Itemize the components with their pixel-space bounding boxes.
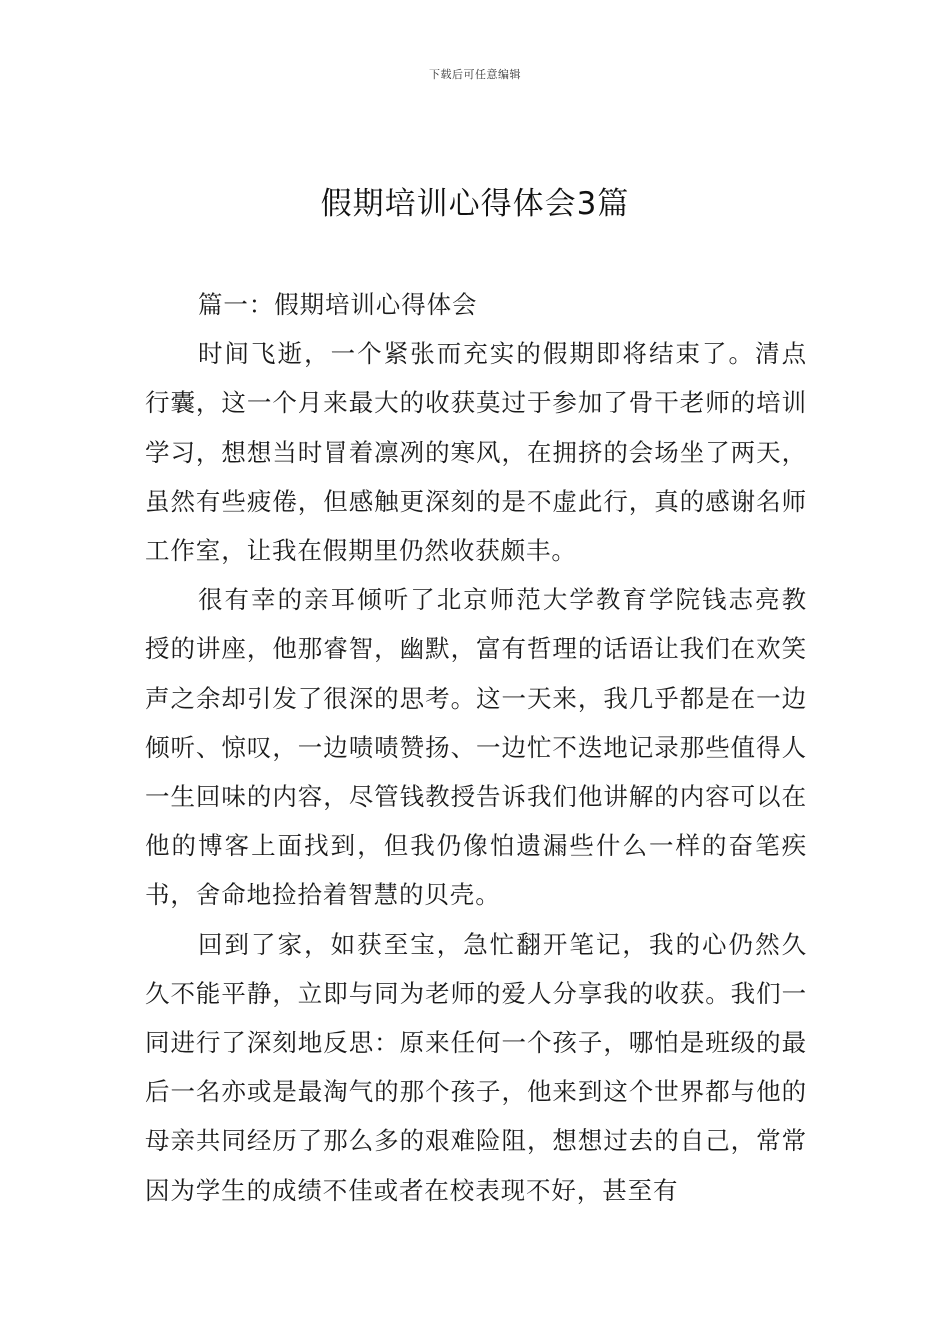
paragraph-3: 回到了家，如获至宝，急忙翻开笔记，我的心仍然久久不能平静，立即与同为老师的爱人分享我的收获。我们一同进行了深刻地反思：原来任何一个孩子，哪怕是班级的最后一名亦或是最淘气的那个孩子，他来到这个世界都与他的母亲共同经历了那么多的艰难险阻，想想过去的自己，常常因为学生的成绩不佳或者在校表现不好，甚至有: [145, 929, 807, 1205]
document-title: 假期培训心得体会3篇: [320, 186, 630, 222]
paragraph-2: 很有幸的亲耳倾听了北京师范大学教育学院钱志亮教授的讲座，他那睿智，幽默，富有哲理的话语让我们在欢笑声之余却引发了很深的思考。这一天来，我几乎都是在一边倾听、惊叹，一边啧啧赞扬、一边忙不迭地记录那些值得人一生回味的内容，尽管钱教授告诉我们他讲解的内容可以在他的博客上面找到，但我仍像怕遗漏些什么一样的奋笔疾书，舍命地捡拾着智慧的贝壳。: [145, 585, 807, 910]
section-heading: 篇一：假期培训心得体会: [198, 290, 478, 319]
paragraph-1: 时间飞逝，一个紧张而充实的假期即将结束了。清点行囊，这一个月来最大的收获莫过于参加了骨干老师的培训学习，想想当时冒着凛冽的寒风，在拥挤的会场坐了两天，虽然有些疲倦，但感触更深刻的是不虚此行，真的感谢名师工作室，让我在假期里仍然收获颇丰。: [145, 339, 807, 566]
document-body: [145, 280, 807, 1215]
header-note: 下载后可任意编辑: [429, 68, 521, 81]
